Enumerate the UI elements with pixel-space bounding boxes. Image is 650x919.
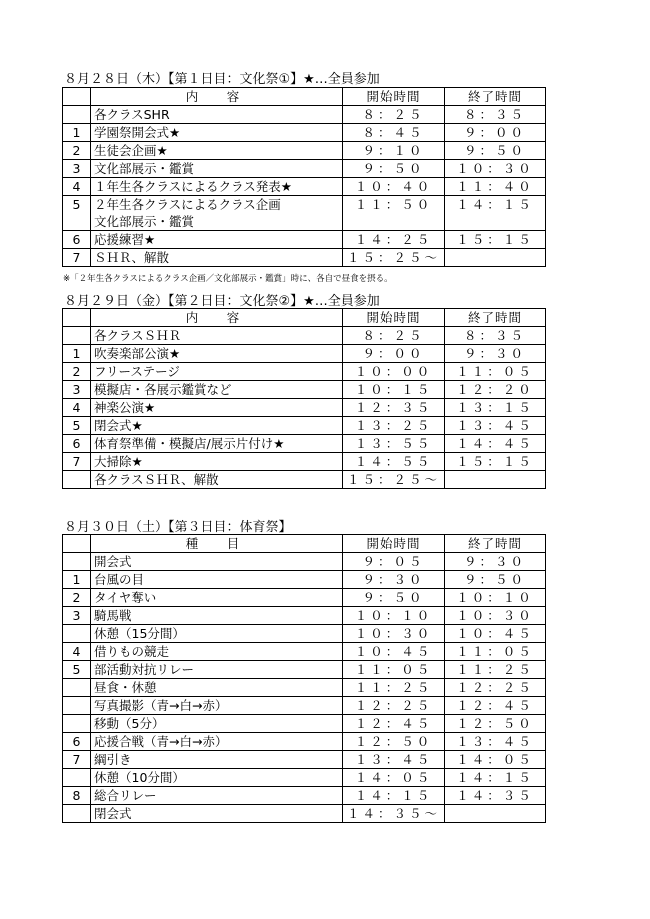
row-content: [91, 178, 343, 196]
content-line: 文化部展示・鑑賞: [94, 161, 195, 176]
row-end-time: １３：１５: [445, 399, 546, 417]
row-number: 7: [63, 453, 91, 471]
table-row: [63, 417, 546, 435]
content-line: 綱引き: [94, 752, 132, 767]
content-line: 閉会式★: [94, 418, 143, 433]
row-start-time: １２：４５: [343, 715, 445, 733]
row-content: [91, 160, 343, 178]
content-line: 台風の目: [94, 572, 145, 587]
content-line: 開会式: [94, 554, 132, 569]
content-line: ２年生各クラスによるクラス企画: [94, 197, 281, 212]
row-content: [91, 697, 343, 715]
content-line: フリーステージ: [94, 364, 180, 379]
row-number: 4: [63, 399, 91, 417]
row-start-time: １４：２５: [343, 231, 445, 249]
table-row: [63, 697, 546, 715]
row-content: [91, 363, 343, 381]
row-content: [91, 196, 343, 231]
row-number: 6: [63, 733, 91, 751]
row-end-time: １２：２０: [445, 381, 546, 399]
content-line: タイヤ奪い: [94, 590, 157, 605]
row-end-time: １１：０５: [445, 363, 546, 381]
row-end-time: １２：４５: [445, 697, 546, 715]
row-number: 5: [63, 417, 91, 435]
row-content: [91, 571, 343, 589]
table-row: [63, 769, 546, 787]
table-row: [63, 345, 546, 363]
row-content: [91, 733, 343, 751]
table-row: [63, 471, 546, 489]
header-start-time: 開始時間: [343, 88, 445, 106]
row-number: [63, 769, 91, 787]
content-line: 模擬店・各展示鑑賞など: [94, 382, 232, 397]
day1-title: ８月２８日（木）【第１日目：文化祭①】★…全員参加: [64, 72, 380, 87]
content-line: 文化部展示・鑑賞: [94, 214, 195, 229]
row-start-time: １４：３５～: [343, 805, 445, 823]
row-content: [91, 625, 343, 643]
content-line: １年生各クラスによるクラス発表★: [94, 179, 292, 194]
row-end-time: １５：１５: [445, 231, 546, 249]
row-end-time: １３：４５: [445, 417, 546, 435]
row-start-time: ９：５０: [343, 160, 445, 178]
table-row: [63, 625, 546, 643]
row-start-time: １１：０５: [343, 661, 445, 679]
row-start-time: ９：００: [343, 345, 445, 363]
row-content: [91, 453, 343, 471]
row-end-time: １１：４０: [445, 178, 546, 196]
row-content: [91, 751, 343, 769]
row-end-time: １３：４５: [445, 733, 546, 751]
row-end-time: １０：１０: [445, 589, 546, 607]
row-start-time: １４：０５: [343, 769, 445, 787]
row-start-time: １４：１５: [343, 787, 445, 805]
row-start-time: １１：２５: [343, 679, 445, 697]
table-row: [63, 733, 546, 751]
content-line: ＳＨＲ、解散: [94, 250, 170, 265]
row-number: 3: [63, 607, 91, 625]
content-line: 各クラスＳＨＲ、解散: [94, 472, 219, 487]
row-content: [91, 327, 343, 345]
day2-schedule-table: [62, 308, 546, 489]
table-row: [63, 249, 546, 267]
content-line: 吹奏楽部公演★: [94, 346, 181, 361]
table-row: [63, 196, 546, 231]
day3-schedule-table: [62, 534, 546, 823]
row-end-time: １０：３０: [445, 160, 546, 178]
row-content: [91, 471, 343, 489]
row-start-time: １２：５０: [343, 733, 445, 751]
row-content: [91, 417, 343, 435]
row-start-time: １３：５５: [343, 435, 445, 453]
row-end-time: １１：２５: [445, 661, 546, 679]
table-row: [63, 435, 546, 453]
row-start-time: ８：２５: [343, 327, 445, 345]
row-number: 2: [63, 363, 91, 381]
content-line: 生徒会企画★: [94, 143, 168, 158]
row-start-time: ９：５０: [343, 589, 445, 607]
content-line: 休憩（10分間）: [94, 770, 185, 785]
row-end-time: １２：５０: [445, 715, 546, 733]
content-line: 神楽公演★: [94, 400, 156, 415]
row-start-time: １５：２５～: [343, 249, 445, 267]
row-content: [91, 124, 343, 142]
content-line: 体育祭準備・模擬店/展示片付け★: [94, 436, 285, 451]
row-number: [63, 327, 91, 345]
row-start-time: １０：１０: [343, 607, 445, 625]
row-number: 5: [63, 196, 91, 231]
row-content: [91, 345, 343, 363]
row-content: [91, 589, 343, 607]
row-start-time: ９：３０: [343, 571, 445, 589]
content-line: 閉会式: [94, 806, 132, 821]
row-end-time: １２：２５: [445, 679, 546, 697]
row-end-time: [445, 471, 546, 489]
header-content: 内 容: [91, 309, 343, 327]
header-number: [63, 309, 91, 327]
content-line: 各クラスＳＨＲ: [94, 328, 182, 343]
row-start-time: １５：２５～: [343, 471, 445, 489]
row-number: 6: [63, 231, 91, 249]
table-row: [63, 805, 546, 823]
row-start-time: １０：４０: [343, 178, 445, 196]
content-line: 移動（5分）: [94, 716, 165, 731]
table-row: [63, 142, 546, 160]
content-line: 総合リレー: [94, 788, 157, 803]
content-line: 応援練習★: [94, 232, 156, 247]
table-row: [63, 751, 546, 769]
row-content: [91, 399, 343, 417]
header-content: 種 目: [91, 535, 343, 553]
row-number: 6: [63, 435, 91, 453]
row-end-time: １４：０５: [445, 751, 546, 769]
row-content: [91, 715, 343, 733]
day3-title: ８月３０日（土）【第３日目：体育祭】: [64, 520, 292, 535]
table-row: [63, 327, 546, 345]
header-start-time: 開始時間: [343, 535, 445, 553]
row-start-time: ８：４５: [343, 124, 445, 142]
row-content: [91, 607, 343, 625]
content-line: 学園祭開会式★: [94, 125, 181, 140]
day1-schedule-table: [62, 87, 546, 267]
row-number: 7: [63, 751, 91, 769]
table-row: [63, 661, 546, 679]
header-end-time: 終了時間: [445, 309, 546, 327]
row-content: [91, 249, 343, 267]
row-start-time: １０：４５: [343, 643, 445, 661]
row-start-time: １２：３５: [343, 399, 445, 417]
table-header-row: [63, 535, 546, 553]
table-row: [63, 715, 546, 733]
row-content: [91, 805, 343, 823]
row-end-time: ９：５０: [445, 142, 546, 160]
row-content: [91, 661, 343, 679]
row-start-time: １０：００: [343, 363, 445, 381]
row-end-time: ８：３５: [445, 106, 546, 124]
row-end-time: ９：３０: [445, 553, 546, 571]
row-number: 1: [63, 345, 91, 363]
row-number: [63, 625, 91, 643]
table-row: [63, 679, 546, 697]
table-row: [63, 643, 546, 661]
content-line: 写真撮影（青→白→赤）: [94, 698, 228, 713]
row-number: [63, 679, 91, 697]
row-content: [91, 106, 343, 124]
row-end-time: ８：３５: [445, 327, 546, 345]
row-number: 5: [63, 661, 91, 679]
header-number: [63, 535, 91, 553]
row-end-time: １４：１５: [445, 769, 546, 787]
table-row: [63, 571, 546, 589]
row-content: [91, 553, 343, 571]
content-line: 借りもの競走: [94, 644, 170, 659]
table-row: [63, 399, 546, 417]
row-content: [91, 787, 343, 805]
row-number: 7: [63, 249, 91, 267]
row-end-time: １５：１５: [445, 453, 546, 471]
row-start-time: ８：２５: [343, 106, 445, 124]
content-line: 各クラスSHR: [94, 107, 170, 122]
row-end-time: １０：３０: [445, 607, 546, 625]
table-row: [63, 160, 546, 178]
row-content: [91, 142, 343, 160]
row-start-time: １２：２５: [343, 697, 445, 715]
row-content: [91, 769, 343, 787]
table-header-row: [63, 88, 546, 106]
header-end-time: 終了時間: [445, 88, 546, 106]
table-row: [63, 106, 546, 124]
row-start-time: １４：５５: [343, 453, 445, 471]
table-row: [63, 178, 546, 196]
row-number: [63, 106, 91, 124]
row-number: 2: [63, 142, 91, 160]
row-end-time: ９：００: [445, 124, 546, 142]
table-row: [63, 231, 546, 249]
row-content: [91, 435, 343, 453]
content-line: 応援合戦（青→白→赤）: [94, 734, 228, 749]
row-content: [91, 643, 343, 661]
day1-lunch-note: ※「２年生各クラスによるクラス企画／文化部展示・鑑賞」時に、各自で昼食を摂る。: [63, 274, 393, 284]
table-row: [63, 363, 546, 381]
header-number: [63, 88, 91, 106]
header-end-time: 終了時間: [445, 535, 546, 553]
row-number: 1: [63, 571, 91, 589]
row-end-time: [445, 805, 546, 823]
row-content: [91, 679, 343, 697]
row-number: 4: [63, 643, 91, 661]
row-start-time: １１：５０: [343, 196, 445, 231]
row-start-time: ９：０５: [343, 553, 445, 571]
table-header-row: [63, 309, 546, 327]
table-row: [63, 589, 546, 607]
row-number: 3: [63, 160, 91, 178]
row-end-time: １１：０５: [445, 643, 546, 661]
row-end-time: ９：５０: [445, 571, 546, 589]
content-line: 大掃除★: [94, 454, 143, 469]
row-number: [63, 471, 91, 489]
header-content: 内 容: [91, 88, 343, 106]
table-row: [63, 124, 546, 142]
row-number: [63, 805, 91, 823]
row-end-time: １４：３５: [445, 787, 546, 805]
row-content: [91, 231, 343, 249]
row-number: [63, 715, 91, 733]
table-row: [63, 607, 546, 625]
row-start-time: １３：４５: [343, 751, 445, 769]
table-row: [63, 453, 546, 471]
row-number: 1: [63, 124, 91, 142]
row-start-time: １０：１５: [343, 381, 445, 399]
row-number: 4: [63, 178, 91, 196]
row-start-time: ９：１０: [343, 142, 445, 160]
table-row: [63, 381, 546, 399]
row-number: 8: [63, 787, 91, 805]
row-number: 2: [63, 589, 91, 607]
row-end-time: ９：３０: [445, 345, 546, 363]
row-end-time: [445, 249, 546, 267]
content-line: 昼食・休憩: [94, 680, 157, 695]
row-end-time: １４：４５: [445, 435, 546, 453]
row-content: [91, 381, 343, 399]
row-start-time: １３：２５: [343, 417, 445, 435]
content-line: 騎馬戦: [94, 608, 132, 623]
table-row: [63, 553, 546, 571]
header-start-time: 開始時間: [343, 309, 445, 327]
row-number: [63, 553, 91, 571]
row-start-time: １０：３０: [343, 625, 445, 643]
table-row: [63, 787, 546, 805]
day2-title: ８月２９日（金）【第２日目：文化祭②】★…全員参加: [64, 294, 380, 309]
row-end-time: １０：４５: [445, 625, 546, 643]
content-line: 休憩（15分間）: [94, 626, 185, 641]
row-number: [63, 697, 91, 715]
row-end-time: １４：１５: [445, 196, 546, 231]
row-number: 3: [63, 381, 91, 399]
content-line: 部活動対抗リレー: [94, 662, 195, 677]
